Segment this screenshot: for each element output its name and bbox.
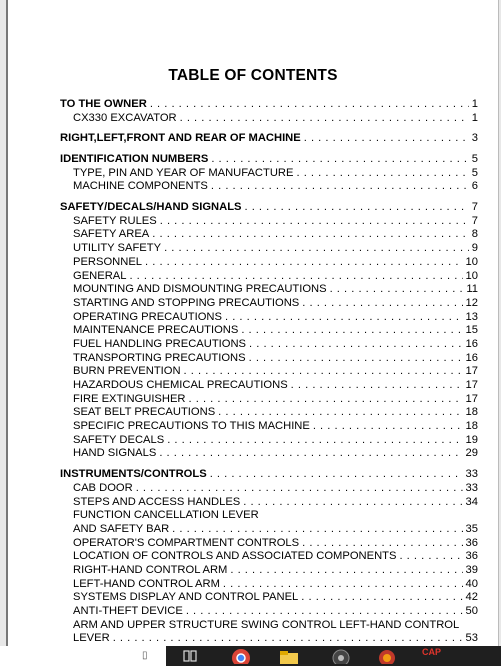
page-title: TABLE OF CONTENTS bbox=[168, 67, 338, 84]
page-number: 16 bbox=[465, 337, 478, 350]
toc-entry-label: FIRE EXTINGUISHER bbox=[73, 392, 186, 405]
page-number: 39 bbox=[465, 563, 478, 576]
toc-entry[interactable] bbox=[60, 338, 478, 352]
toc-heading-entry[interactable] bbox=[60, 201, 478, 215]
dot-leader bbox=[245, 201, 469, 215]
page-number: 18 bbox=[465, 420, 478, 433]
toc-heading-label: IDENTIFICATION NUMBERS bbox=[60, 153, 209, 166]
dot-leader bbox=[249, 338, 463, 352]
dot-leader bbox=[211, 180, 469, 194]
page-number: 18 bbox=[465, 406, 478, 419]
toc-entry[interactable] bbox=[60, 482, 478, 496]
toc-entry[interactable] bbox=[60, 523, 478, 537]
toc-entry[interactable] bbox=[60, 591, 478, 605]
page-number: 8 bbox=[471, 228, 478, 241]
dot-leader bbox=[291, 379, 463, 393]
toc-entry[interactable] bbox=[60, 448, 478, 462]
toc-entry[interactable] bbox=[60, 496, 478, 510]
dot-leader bbox=[301, 591, 462, 605]
toc-entry-label: ARM AND UPPER STRUCTURE SWING CONTROL LEFT-HAND CONTROL bbox=[73, 618, 460, 631]
toc-heading-entry[interactable] bbox=[60, 132, 478, 146]
toc-entry[interactable] bbox=[60, 406, 478, 420]
toc-entry[interactable] bbox=[60, 537, 478, 551]
page-number: 53 bbox=[465, 632, 478, 645]
toc-entry-label: HAND SIGNALS bbox=[73, 447, 157, 460]
task-view-icon[interactable] bbox=[182, 648, 198, 664]
dot-leader bbox=[172, 523, 462, 537]
cap-label: CAP bbox=[422, 647, 442, 657]
page-number: 17 bbox=[465, 365, 478, 378]
dot-leader bbox=[330, 283, 464, 297]
app-icon[interactable] bbox=[330, 648, 352, 664]
file-explorer-icon[interactable] bbox=[278, 648, 300, 664]
dot-leader bbox=[230, 564, 462, 578]
toc-entry-label: SAFETY AREA bbox=[73, 228, 150, 241]
toc-heading-entry[interactable] bbox=[60, 153, 478, 167]
dot-leader bbox=[159, 447, 462, 461]
toc-entry-label: TRANSPORTING PRECAUTIONS bbox=[73, 351, 246, 364]
toc-entry[interactable] bbox=[60, 420, 478, 434]
toc-entry-label: GENERAL bbox=[73, 269, 127, 282]
page-number: 11 bbox=[466, 283, 478, 296]
toc-entry[interactable] bbox=[60, 550, 478, 564]
toc-entry[interactable] bbox=[60, 379, 478, 393]
toc-entry[interactable] bbox=[60, 619, 478, 633]
toc-entry-label: PERSONNEL bbox=[73, 255, 143, 268]
toc-entry[interactable] bbox=[60, 393, 478, 407]
toc-entry-label: STEPS AND ACCESS HANDLES bbox=[73, 495, 241, 508]
toc-heading-label: INSTRUMENTS/CONTROLS bbox=[60, 468, 207, 481]
page-number: 1 bbox=[471, 111, 478, 124]
page-number: 19 bbox=[465, 433, 478, 446]
dot-leader bbox=[180, 112, 469, 126]
toc-section bbox=[60, 153, 478, 194]
page-number: 40 bbox=[465, 577, 478, 590]
dot-leader bbox=[167, 434, 462, 448]
page-number: 3 bbox=[471, 132, 478, 145]
dot-leader bbox=[241, 324, 462, 338]
dot-leader bbox=[152, 228, 468, 242]
toc-heading-label: TO THE OWNER bbox=[60, 97, 147, 110]
toc-section bbox=[60, 201, 478, 461]
toc-entry-label: SPECIFIC PRECAUTIONS TO THIS MACHINE bbox=[73, 420, 310, 433]
dot-leader bbox=[210, 468, 463, 482]
toc-entry-label: LEVER bbox=[73, 632, 110, 645]
dot-leader bbox=[302, 297, 462, 311]
toc-entry-label: OPERATOR'S COMPARTMENT CONTROLS bbox=[73, 536, 300, 549]
toc-heading-entry[interactable] bbox=[60, 98, 478, 112]
search-icon[interactable]: ▯ bbox=[142, 650, 148, 661]
toc-section bbox=[60, 468, 478, 646]
toc-entry-label: HAZARDOUS CHEMICAL PRECAUTIONS bbox=[73, 379, 288, 392]
dot-leader bbox=[218, 406, 462, 420]
toc-entry[interactable] bbox=[60, 311, 478, 325]
taskbar bbox=[0, 646, 501, 666]
toc-entry-label: FUNCTION CANCELLATION LEVER bbox=[73, 509, 259, 522]
toc-entry-label: MOUNTING AND DISMOUNTING PRECAUTIONS bbox=[73, 283, 327, 296]
dot-leader bbox=[243, 496, 462, 510]
page-number: 9 bbox=[471, 242, 478, 255]
toc-entry-label: MACHINE COMPONENTS bbox=[73, 180, 208, 193]
chrome-icon[interactable] bbox=[230, 648, 252, 664]
dot-leader bbox=[399, 550, 462, 564]
table-of-contents bbox=[60, 98, 478, 646]
dot-leader bbox=[160, 215, 469, 229]
toc-entry[interactable] bbox=[60, 215, 478, 229]
toc-entry[interactable] bbox=[60, 352, 478, 366]
toc-entry[interactable] bbox=[60, 229, 478, 243]
page-number: 10 bbox=[465, 269, 478, 282]
toc-entry[interactable] bbox=[60, 167, 478, 181]
page-number: 13 bbox=[465, 310, 478, 323]
toc-entry-label: OPERATING PRECAUTIONS bbox=[73, 310, 222, 323]
toc-heading-label: RIGHT,LEFT,FRONT AND REAR OF MACHINE bbox=[60, 132, 301, 145]
toc-entry[interactable] bbox=[60, 632, 478, 646]
dot-leader bbox=[304, 132, 469, 146]
page-number: 36 bbox=[465, 550, 478, 563]
dot-leader bbox=[184, 365, 463, 379]
dot-leader bbox=[136, 482, 463, 496]
toc-section bbox=[60, 132, 478, 146]
toc-entry-label: FUEL HANDLING PRECAUTIONS bbox=[73, 337, 247, 350]
toc-entry[interactable] bbox=[60, 112, 478, 126]
toc-entry[interactable] bbox=[60, 180, 478, 194]
app-icon[interactable] bbox=[376, 648, 398, 664]
toc-entry-label: TYPE, PIN AND YEAR OF MANUFACTURE bbox=[73, 166, 294, 179]
page-number: 7 bbox=[471, 214, 478, 227]
page-number: 50 bbox=[465, 605, 478, 618]
page-number: 5 bbox=[471, 166, 478, 179]
dot-leader bbox=[129, 270, 462, 284]
toc-entry-label: ANTI-THEFT DEVICE bbox=[73, 605, 183, 618]
toc-entry-label: SAFETY RULES bbox=[73, 214, 157, 227]
toc-entry-label: STARTING AND STOPPING PRECAUTIONS bbox=[73, 296, 300, 309]
toc-entry[interactable] bbox=[60, 270, 478, 284]
page-number: 12 bbox=[465, 296, 478, 309]
toc-entry-label: SYSTEMS DISPLAY AND CONTROL PANEL bbox=[73, 591, 299, 604]
page-number: 6 bbox=[471, 180, 478, 193]
page-number: 33 bbox=[465, 468, 478, 481]
toc-entry-label: BURN PREVENTION bbox=[73, 365, 181, 378]
toc-entry-label: UTILITY SAFETY bbox=[73, 242, 162, 255]
page-number: 34 bbox=[465, 495, 478, 508]
toc-section bbox=[60, 98, 478, 125]
toc-entry-label: SEAT BELT PRECAUTIONS bbox=[73, 406, 216, 419]
toc-entry[interactable] bbox=[60, 564, 478, 578]
page-number: 35 bbox=[465, 522, 478, 535]
toc-entry[interactable] bbox=[60, 578, 478, 592]
toc-entry-label: CX330 EXCAVATOR bbox=[73, 111, 177, 124]
toc-entry[interactable] bbox=[60, 324, 478, 338]
toc-entry[interactable] bbox=[60, 605, 478, 619]
toc-entry[interactable] bbox=[60, 365, 478, 379]
toc-entry[interactable] bbox=[60, 242, 478, 256]
toc-entry[interactable] bbox=[60, 509, 478, 523]
dot-leader bbox=[296, 167, 468, 181]
page-number: 29 bbox=[465, 447, 478, 460]
page-number: 1 bbox=[471, 97, 478, 110]
dot-leader bbox=[225, 311, 463, 325]
dot-leader bbox=[211, 153, 468, 167]
document-page bbox=[6, 0, 499, 646]
page-number: 17 bbox=[465, 379, 478, 392]
page-number: 42 bbox=[465, 591, 478, 604]
page-number: 17 bbox=[465, 392, 478, 405]
toc-entry-label: RIGHT-HAND CONTROL ARM bbox=[73, 563, 228, 576]
dot-leader bbox=[302, 537, 462, 551]
page-number: 33 bbox=[465, 481, 478, 494]
page-number: 10 bbox=[465, 255, 478, 268]
toc-entry[interactable] bbox=[60, 256, 478, 270]
toc-entry-label: SAFETY DECALS bbox=[73, 433, 165, 446]
dot-leader bbox=[223, 578, 463, 592]
page-number: 15 bbox=[465, 324, 478, 337]
toc-entry-label: AND SAFETY BAR bbox=[73, 522, 170, 535]
page-number: 16 bbox=[465, 351, 478, 364]
dot-leader bbox=[164, 242, 469, 256]
dot-leader bbox=[189, 393, 463, 407]
dot-leader bbox=[150, 98, 469, 112]
toc-entry-label: MAINTENANCE PRECAUTIONS bbox=[73, 324, 239, 337]
toc-heading-entry[interactable] bbox=[60, 468, 478, 482]
toc-entry[interactable] bbox=[60, 283, 478, 297]
page-number: 7 bbox=[471, 201, 478, 214]
toc-entry-label: CAB DOOR bbox=[73, 481, 133, 494]
page-number: 36 bbox=[465, 536, 478, 549]
dot-leader bbox=[113, 632, 463, 646]
dot-leader bbox=[313, 420, 463, 434]
dot-leader bbox=[249, 352, 463, 366]
dot-leader bbox=[145, 256, 463, 270]
toc-entry-label: LEFT-HAND CONTROL ARM bbox=[73, 577, 220, 590]
toc-heading-label: SAFETY/DECALS/HAND SIGNALS bbox=[60, 201, 242, 214]
toc-entry-label: LOCATION OF CONTROLS AND ASSOCIATED COMPONENTS bbox=[73, 550, 397, 563]
dot-leader bbox=[186, 605, 463, 619]
toc-entry[interactable] bbox=[60, 434, 478, 448]
page-number: 5 bbox=[471, 153, 478, 166]
toc-entry[interactable] bbox=[60, 297, 478, 311]
